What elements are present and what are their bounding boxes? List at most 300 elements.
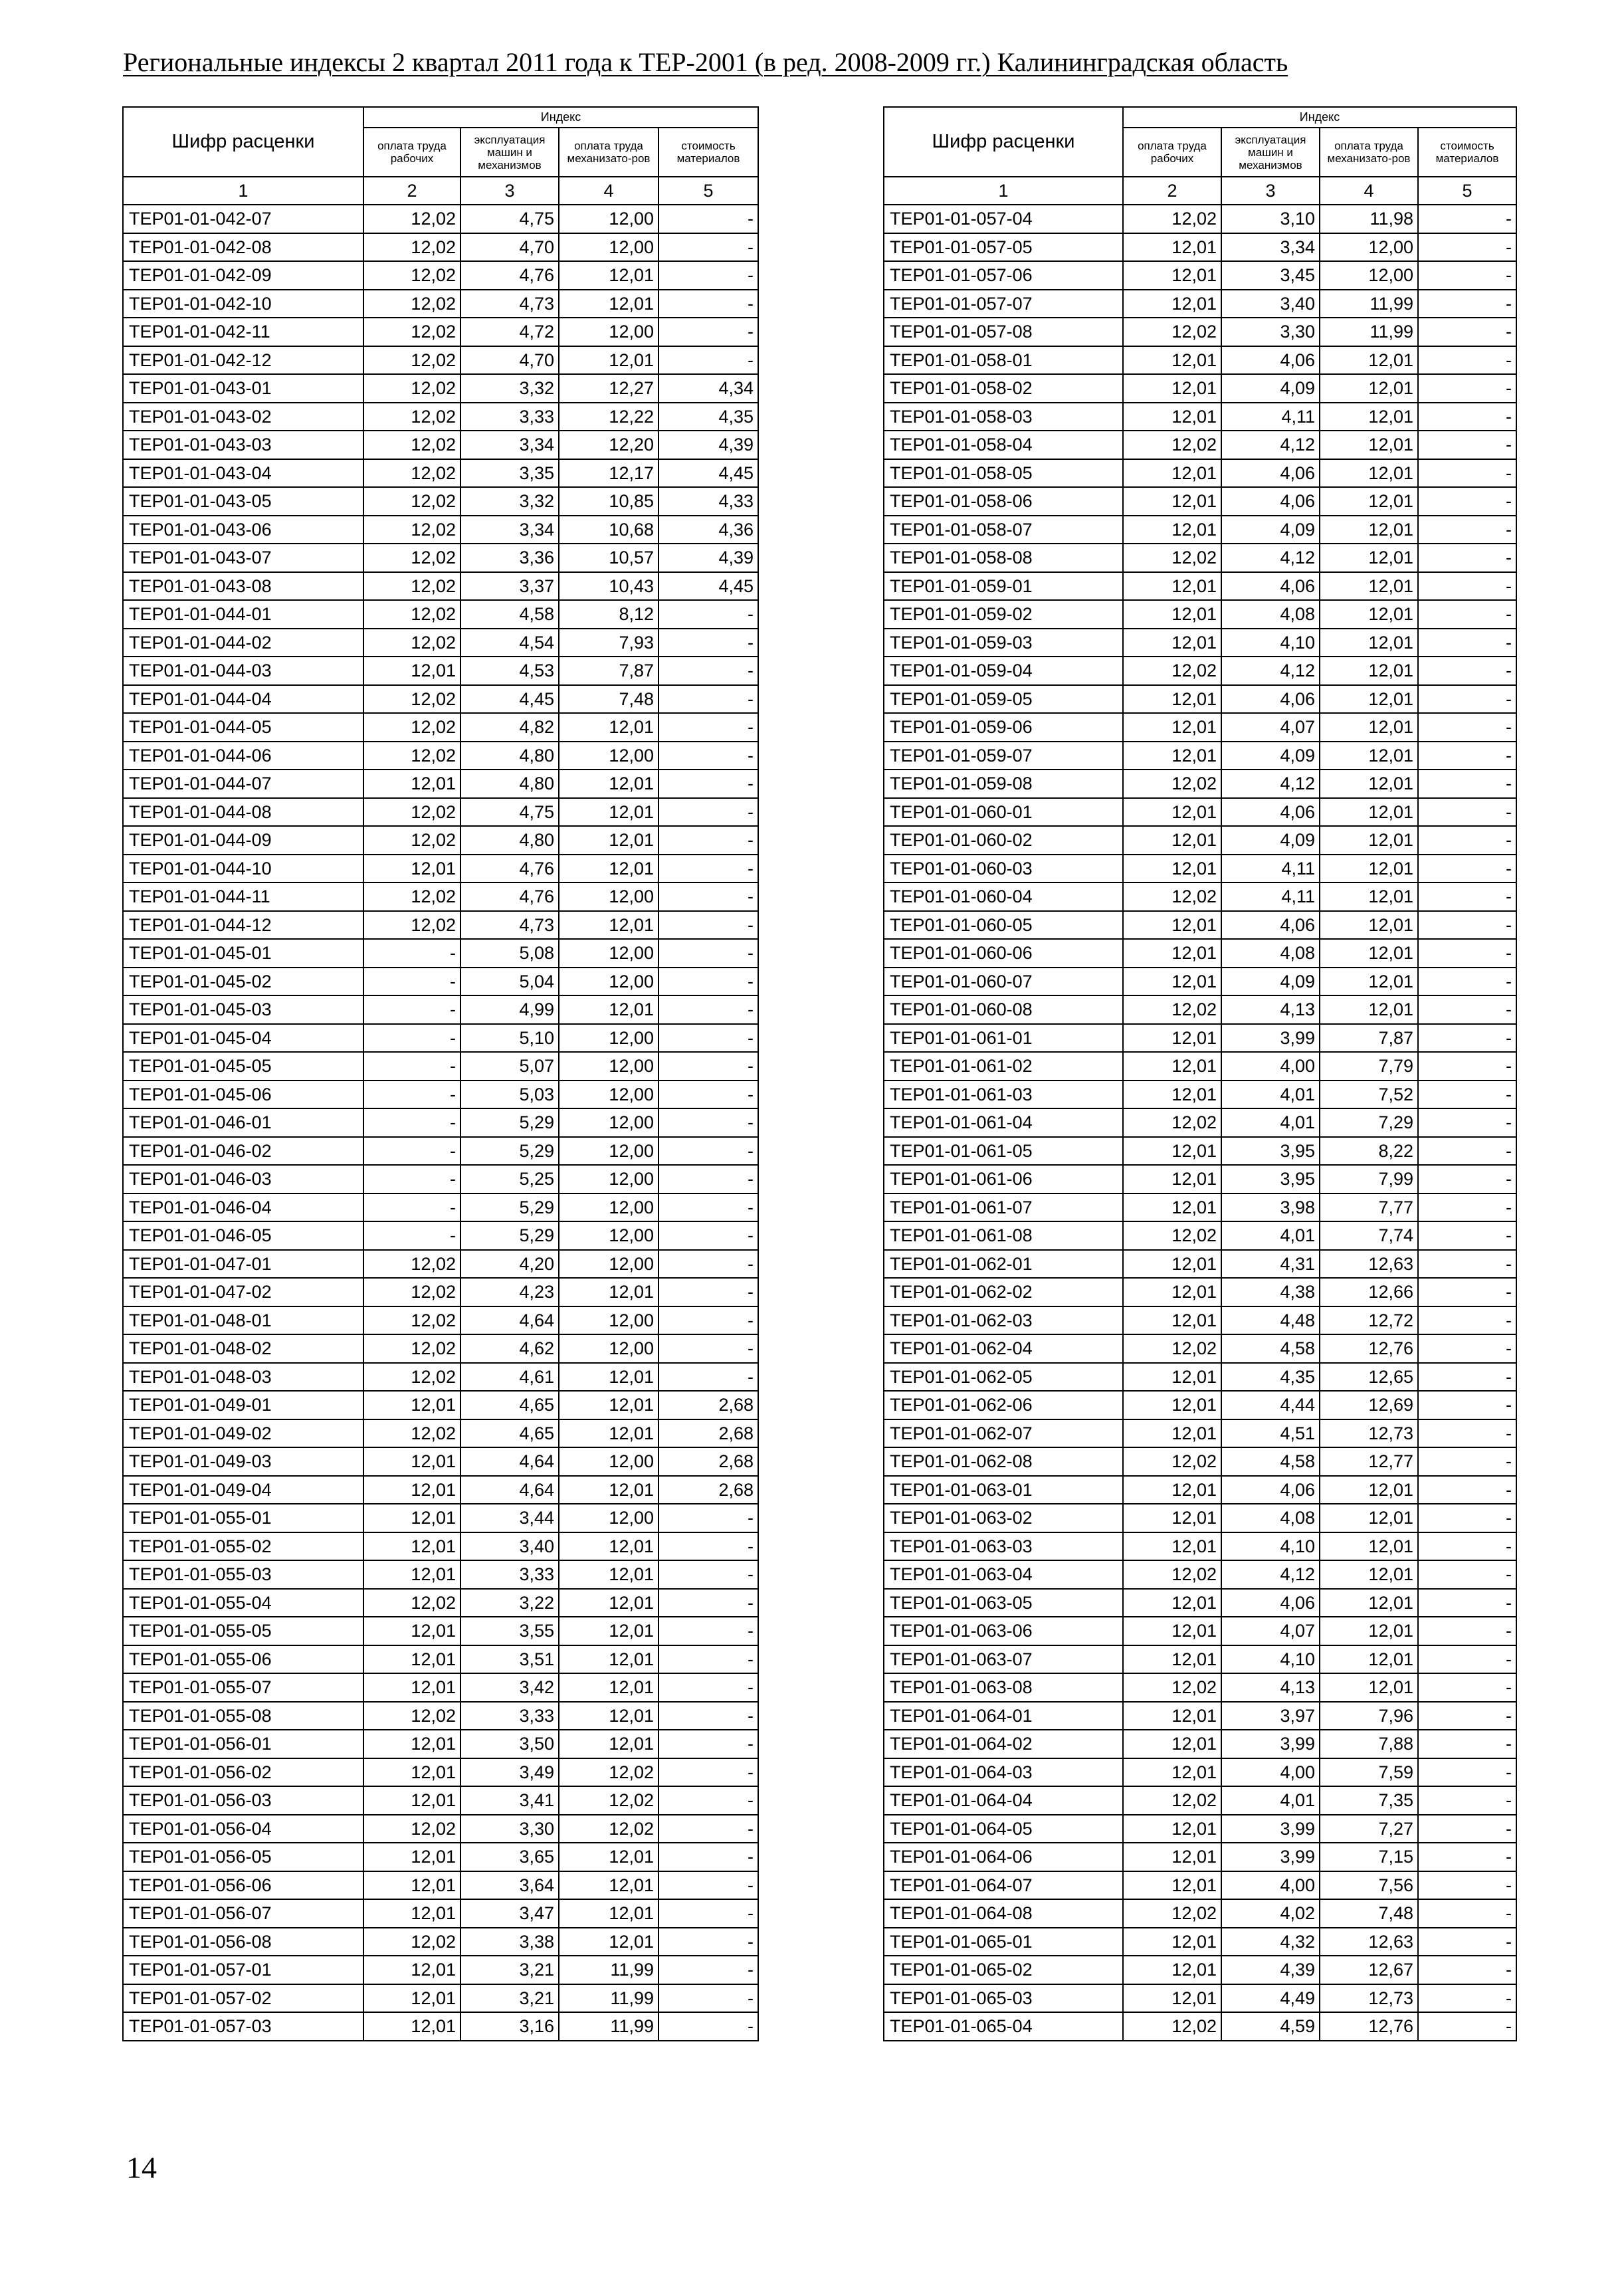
index-value-cell: 4,45 [659,572,758,601]
index-value-cell: 12,02 [363,374,460,403]
rate-code-cell: ТЕР01-01-061-06 [884,1165,1123,1193]
table-row [123,1645,758,1674]
table-row [123,233,758,262]
index-value-cell: 12,01 [1320,403,1418,431]
index-value-cell: 12,01 [1320,572,1418,601]
index-value-cell: 12,00 [559,1137,659,1166]
index-value-cell: 4,12 [1221,431,1320,459]
index-value-cell: 12,02 [363,572,460,601]
index-value-cell: 12,01 [363,1645,460,1674]
index-value-cell: 3,95 [1221,1165,1320,1193]
index-table-left [122,106,759,2041]
rate-code-cell: ТЕР01-01-044-12 [123,911,363,940]
index-value-cell: 12,00 [559,882,659,911]
index-value-cell: 4,13 [1221,1673,1320,1702]
index-value-cell: 12,02 [363,1250,460,1279]
index-value-cell: 12,01 [1123,1815,1221,1843]
index-value-cell: - [659,261,758,290]
index-value-cell: 4,13 [1221,995,1320,1024]
index-value-cell: 4,07 [1221,1617,1320,1645]
table-row [884,1786,1516,1815]
table-row [123,1928,758,1956]
rate-code-cell: ТЕР01-01-055-08 [123,1702,363,1730]
index-value-cell: 12,00 [559,233,659,262]
index-value-cell: 3,99 [1221,1730,1320,1758]
index-value-cell: 12,69 [1320,1391,1418,1419]
index-value-cell: 3,49 [460,1758,559,1787]
index-value-cell: 12,01 [1320,1560,1418,1589]
index-value-cell: 4,12 [1221,657,1320,685]
index-value-cell: 12,01 [1320,995,1418,1024]
table-row [884,1617,1516,1645]
rate-code-cell: ТЕР01-01-062-03 [884,1306,1123,1335]
rate-code-cell: ТЕР01-01-058-03 [884,403,1123,431]
index-value-cell: 4,00 [1221,1052,1320,1081]
table-row [884,713,1516,742]
index-value-cell: 7,74 [1320,1221,1418,1250]
rate-code-cell: ТЕР01-01-062-01 [884,1250,1123,1279]
index-value-cell: - [1418,1391,1516,1419]
index-value-cell: 12,63 [1320,1250,1418,1279]
table-row [884,374,1516,403]
index-value-cell: - [1418,1221,1516,1250]
index-value-cell: 4,09 [1221,516,1320,544]
index-value-cell: 3,34 [460,516,559,544]
index-value-cell: - [659,798,758,827]
table-row [123,911,758,940]
index-value-cell: 12,02 [363,1419,460,1448]
index-value-cell: 7,15 [1320,1843,1418,1871]
index-value-cell: 4,82 [460,713,559,742]
index-value-cell: - [1418,544,1516,572]
table-body [123,205,758,2041]
rate-code-cell: ТЕР01-01-062-06 [884,1391,1123,1419]
index-value-cell: 3,42 [460,1673,559,1702]
rate-code-cell: ТЕР01-01-064-03 [884,1758,1123,1787]
index-value-cell: 3,40 [1221,290,1320,318]
index-value-cell: - [1418,1956,1516,1984]
index-value-cell: - [1418,657,1516,685]
table-row [884,459,1516,488]
index-value-cell: 7,93 [559,629,659,657]
table-header [123,107,758,205]
index-value-cell: 12,02 [1123,1560,1221,1589]
rate-code-cell: ТЕР01-01-042-07 [123,205,363,233]
index-value-cell: 4,64 [460,1476,559,1504]
index-value-cell: - [659,1250,758,1279]
index-value-cell: 12,01 [1123,1589,1221,1617]
rate-code-cell: ТЕР01-01-055-02 [123,1532,363,1561]
table-row [123,1871,758,1900]
rate-code-cell: ТЕР01-01-062-08 [884,1447,1123,1476]
index-value-cell: 12,01 [1123,1081,1221,1109]
index-value-cell: 4,11 [1221,855,1320,883]
index-value-cell: 4,64 [460,1447,559,1476]
index-value-cell: 12,02 [1123,431,1221,459]
index-value-cell: 12,01 [1320,742,1418,770]
header-col3: эксплуатация машин и механизмов [460,128,559,177]
index-value-cell: 12,01 [559,1928,659,1956]
rate-code-cell: ТЕР01-01-056-08 [123,1928,363,1956]
index-value-cell: 12,02 [363,1589,460,1617]
rate-code-cell: ТЕР01-01-063-02 [884,1504,1123,1532]
index-value-cell: 11,99 [559,1984,659,2013]
index-value-cell: - [659,1137,758,1166]
index-value-cell: 4,23 [460,1278,559,1306]
index-value-cell: - [1418,346,1516,375]
index-value-cell: 12,02 [559,1758,659,1787]
index-value-cell: - [659,742,758,770]
rate-code-cell: ТЕР01-01-063-04 [884,1560,1123,1589]
index-value-cell: 12,02 [363,1278,460,1306]
rate-code-cell: ТЕР01-01-061-01 [884,1024,1123,1053]
table-row [884,431,1516,459]
index-value-cell: 4,12 [1221,770,1320,798]
index-value-cell: 12,00 [559,1250,659,1279]
rate-code-cell: ТЕР01-01-047-02 [123,1278,363,1306]
index-value-cell: 10,85 [559,487,659,516]
table-row [123,1984,758,2013]
index-value-cell: 12,01 [1123,713,1221,742]
index-value-cell: 3,98 [1221,1193,1320,1222]
table-row [884,855,1516,883]
table-row [884,1843,1516,1871]
index-value-cell: 3,30 [1221,318,1320,346]
index-value-cell: 3,21 [460,1956,559,1984]
index-value-cell: 12,01 [559,1702,659,1730]
table-row [884,1193,1516,1222]
index-value-cell: 12,01 [1123,1730,1221,1758]
index-value-cell: 4,06 [1221,487,1320,516]
index-value-cell: - [659,1730,758,1758]
rate-code-cell: ТЕР01-01-049-02 [123,1419,363,1448]
index-value-cell: 10,43 [559,572,659,601]
rate-code-cell: ТЕР01-01-055-03 [123,1560,363,1589]
index-value-cell: - [1418,1052,1516,1081]
index-value-cell: 12,73 [1320,1419,1418,1448]
index-value-cell: 12,01 [1123,1504,1221,1532]
index-value-cell: - [1418,855,1516,883]
table-row [123,600,758,629]
rate-code-cell: ТЕР01-01-063-05 [884,1589,1123,1617]
index-value-cell: 12,02 [363,205,460,233]
table-row [884,600,1516,629]
index-value-cell: 12,01 [1320,1589,1418,1617]
index-value-cell: 4,76 [460,882,559,911]
table-row [123,1024,758,1053]
index-value-cell: - [1418,572,1516,601]
table-row [884,1871,1516,1900]
index-value-cell: 12,01 [363,855,460,883]
index-value-cell: 12,01 [1123,1278,1221,1306]
index-value-cell: - [659,1843,758,1871]
index-value-cell: 4,59 [1221,2012,1320,2041]
index-value-cell: - [363,1052,460,1081]
rate-code-cell: ТЕР01-01-061-07 [884,1193,1123,1222]
rate-code-cell: ТЕР01-01-061-03 [884,1081,1123,1109]
rate-code-cell: ТЕР01-01-059-01 [884,572,1123,601]
index-value-cell: 12,01 [559,770,659,798]
index-value-cell: - [1418,1928,1516,1956]
index-value-cell: 7,59 [1320,1758,1418,1787]
index-value-cell: - [659,1278,758,1306]
index-value-cell: - [1418,1871,1516,1900]
index-value-cell: 12,01 [1123,1391,1221,1419]
index-value-cell: 4,01 [1221,1108,1320,1137]
index-value-cell: 12,01 [1320,516,1418,544]
table-row [123,1532,758,1561]
index-value-cell: - [659,1758,758,1787]
rate-code-cell: ТЕР01-01-049-04 [123,1476,363,1504]
index-value-cell: - [1418,1899,1516,1928]
table-row [884,882,1516,911]
index-value-cell: - [1418,1984,1516,2013]
index-value-cell: 4,09 [1221,968,1320,996]
index-value-cell: 12,01 [363,1843,460,1871]
index-value-cell: 12,01 [1123,346,1221,375]
index-value-cell: - [659,1504,758,1532]
index-value-cell: - [1418,939,1516,968]
rate-code-cell: ТЕР01-01-059-07 [884,742,1123,770]
table-row [884,1730,1516,1758]
index-value-cell: 12,02 [1123,544,1221,572]
table-row [884,1108,1516,1137]
column-number: 3 [1221,177,1320,205]
index-value-cell: - [1418,826,1516,855]
index-value-cell: 12,01 [363,1899,460,1928]
index-value-cell: 12,01 [1123,1843,1221,1871]
index-value-cell: 3,41 [460,1786,559,1815]
index-value-cell: 4,39 [659,544,758,572]
index-value-cell: 11,99 [1320,290,1418,318]
index-value-cell: 4,08 [1221,600,1320,629]
rate-code-cell: ТЕР01-01-043-01 [123,374,363,403]
header-col5: стоимость материалов [659,128,758,177]
index-value-cell: 12,01 [1320,911,1418,940]
table-row [884,572,1516,601]
index-value-cell: - [659,826,758,855]
table-row [884,233,1516,262]
index-value-cell: 12,01 [363,1786,460,1815]
rate-code-cell: ТЕР01-01-060-04 [884,882,1123,911]
index-value-cell: - [659,1673,758,1702]
index-value-cell: 12,02 [1123,1334,1221,1363]
index-value-cell: 12,01 [559,1899,659,1928]
table-row [884,1928,1516,1956]
rate-code-cell: ТЕР01-01-059-03 [884,629,1123,657]
table-row [884,1391,1516,1419]
index-value-cell: 12,01 [559,1871,659,1900]
rate-code-cell: ТЕР01-01-044-10 [123,855,363,883]
index-value-cell: 3,16 [460,2012,559,2041]
index-value-cell: 12,00 [1320,233,1418,262]
index-value-cell: 12,00 [1320,261,1418,290]
table-row [884,261,1516,290]
table-row [123,2012,758,2041]
column-number: 4 [559,177,659,205]
table-row [123,516,758,544]
index-value-cell: 12,01 [559,1278,659,1306]
rate-code-cell: ТЕР01-01-055-07 [123,1673,363,1702]
index-value-cell: 4,58 [1221,1447,1320,1476]
index-value-cell: 12,02 [363,261,460,290]
index-value-cell: 12,02 [363,431,460,459]
index-value-cell: - [1418,1702,1516,1730]
rate-code-cell: ТЕР01-01-062-05 [884,1363,1123,1392]
index-value-cell: 4,34 [659,374,758,403]
index-value-cell: 4,06 [1221,911,1320,940]
rate-code-cell: ТЕР01-01-055-01 [123,1504,363,1532]
index-value-cell: 12,01 [1320,770,1418,798]
index-value-cell: 12,00 [559,1052,659,1081]
rate-code-cell: ТЕР01-01-046-03 [123,1165,363,1193]
index-value-cell: 12,76 [1320,1334,1418,1363]
index-value-cell: 12,01 [559,346,659,375]
index-value-cell: 12,01 [363,1758,460,1787]
index-value-cell: 12,01 [559,1476,659,1504]
index-value-cell: 4,01 [1221,1786,1320,1815]
rate-code-cell: ТЕР01-01-064-04 [884,1786,1123,1815]
index-value-cell: 12,01 [559,1560,659,1589]
index-value-cell: 12,01 [559,1730,659,1758]
table-row [123,544,758,572]
index-value-cell: - [659,1956,758,1984]
index-value-cell: - [1418,2012,1516,2041]
rate-code-cell: ТЕР01-01-056-03 [123,1786,363,1815]
table-row [884,1589,1516,1617]
index-value-cell: 2,68 [659,1391,758,1419]
table-row [884,1673,1516,1702]
page-title: Региональные индексы 2 квартал 2011 года к ТЕР-2001 (в ред. 2008-2009 гг.) Калининградская область [123,47,1288,77]
index-value-cell: 12,01 [1320,882,1418,911]
index-value-cell: 4,61 [460,1363,559,1392]
table-row [123,1052,758,1081]
index-value-cell: 12,17 [559,459,659,488]
index-value-cell: 7,48 [1320,1899,1418,1928]
rate-code-cell: ТЕР01-01-057-08 [884,318,1123,346]
index-value-cell: 12,65 [1320,1363,1418,1392]
index-value-cell: 12,01 [363,1673,460,1702]
index-value-cell: 12,00 [559,205,659,233]
index-value-cell: 4,06 [1221,572,1320,601]
index-value-cell: 3,99 [1221,1815,1320,1843]
index-value-cell: 12,01 [1123,1052,1221,1081]
table-row [884,487,1516,516]
index-value-cell: - [1418,1108,1516,1137]
table-row [884,1702,1516,1730]
index-value-cell: 12,00 [559,1165,659,1193]
rate-code-cell: ТЕР01-01-048-01 [123,1306,363,1335]
table-row [123,1956,758,1984]
index-value-cell: 12,01 [1123,374,1221,403]
index-value-cell: - [659,1899,758,1928]
index-value-cell: 7,27 [1320,1815,1418,1843]
index-value-cell: 3,21 [460,1984,559,2013]
index-value-cell: 12,02 [1123,1221,1221,1250]
index-value-cell: 4,45 [460,685,559,714]
index-value-cell: 4,80 [460,770,559,798]
table-row [884,1645,1516,1674]
rate-code-cell: ТЕР01-01-057-04 [884,205,1123,233]
table-row [123,826,758,855]
rate-code-cell: ТЕР01-01-060-07 [884,968,1123,996]
index-value-cell: 5,04 [460,968,559,996]
index-value-cell: 4,09 [1221,374,1320,403]
table-row [884,1447,1516,1476]
table-row [884,1081,1516,1109]
table-row [123,1447,758,1476]
table-row [884,1278,1516,1306]
column-number-row [884,177,1516,205]
index-value-cell: - [659,1221,758,1250]
rate-code-cell: ТЕР01-01-057-06 [884,261,1123,290]
index-value-cell: 4,70 [460,346,559,375]
index-value-cell: 12,01 [1123,572,1221,601]
index-value-cell: 12,00 [559,1193,659,1222]
index-value-cell: 12,01 [559,1617,659,1645]
index-value-cell: 5,07 [460,1052,559,1081]
index-value-cell: 4,08 [1221,1504,1320,1532]
table-row [123,1899,758,1928]
header-col4: оплата труда механизато-ров [1320,128,1418,177]
index-value-cell: 12,02 [363,1815,460,1843]
index-value-cell: 12,01 [363,1504,460,1532]
index-value-cell: 11,98 [1320,205,1418,233]
rate-code-cell: ТЕР01-01-042-12 [123,346,363,375]
index-value-cell: - [659,1617,758,1645]
index-value-cell: 3,50 [460,1730,559,1758]
index-value-cell: 3,99 [1221,1843,1320,1871]
table-row [884,2012,1516,2041]
index-value-cell: 3,40 [460,1532,559,1561]
table-row [884,205,1516,233]
index-value-cell: - [1418,374,1516,403]
rate-code-cell: ТЕР01-01-056-07 [123,1899,363,1928]
index-value-cell: 7,56 [1320,1871,1418,1900]
column-number: 2 [1123,177,1221,205]
index-value-cell: 12,02 [559,1815,659,1843]
index-value-cell: 12,02 [363,1702,460,1730]
index-value-cell: 12,01 [1123,855,1221,883]
rate-code-cell: ТЕР01-01-064-08 [884,1899,1123,1928]
rate-code-cell: ТЕР01-01-059-04 [884,657,1123,685]
index-value-cell: 4,65 [460,1419,559,1448]
index-value-cell: 3,32 [460,374,559,403]
index-value-cell: - [1418,1306,1516,1335]
index-value-cell: - [659,685,758,714]
index-value-cell: 12,02 [363,1363,460,1392]
index-value-cell: 4,65 [460,1391,559,1419]
rate-code-cell: ТЕР01-01-064-07 [884,1871,1123,1900]
table-row [123,459,758,488]
index-value-cell: - [1418,1137,1516,1166]
index-value-cell: 12,02 [363,826,460,855]
table-row [884,1560,1516,1589]
rate-code-cell: ТЕР01-01-056-04 [123,1815,363,1843]
index-value-cell: 12,01 [1320,1645,1418,1674]
index-value-cell: - [1418,1447,1516,1476]
index-value-cell: 12,01 [1320,374,1418,403]
index-value-cell: - [659,1165,758,1193]
index-value-cell: 4,06 [1221,346,1320,375]
index-value-cell: 3,47 [460,1899,559,1928]
table-row [884,770,1516,798]
index-value-cell: - [1418,713,1516,742]
table-row [884,1419,1516,1448]
index-value-cell: 12,01 [1123,1928,1221,1956]
index-value-cell: 4,80 [460,742,559,770]
index-value-cell: - [1418,1843,1516,1871]
